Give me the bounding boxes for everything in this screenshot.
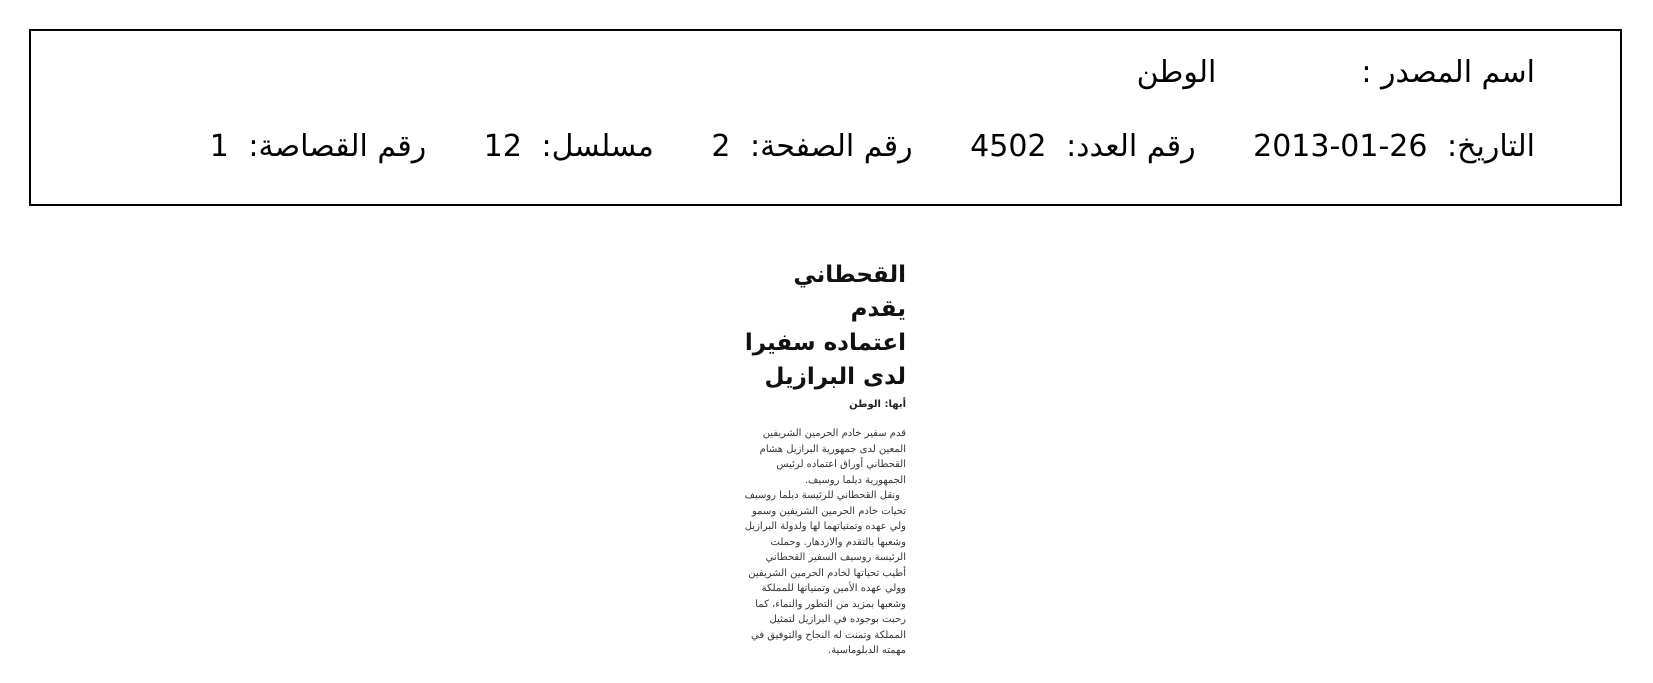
serial-value: 12: [483, 129, 522, 164]
date-field: [1253, 129, 1535, 165]
issue-value: 4502: [970, 129, 1047, 164]
date-value: 2013-01-26: [1253, 129, 1428, 164]
page-label: رقم الصفحة:: [750, 129, 913, 164]
source-label: اسم المصدر :: [1361, 55, 1535, 90]
clip-number-label: رقم القصاصة:: [248, 129, 427, 164]
article-headline: [740, 258, 906, 394]
headline-line: القحطاني يقدم: [793, 262, 906, 322]
serial-label: مسلسل:: [541, 129, 654, 164]
page-value: 2: [711, 129, 731, 164]
headline-line: اعتماده سفيرا: [744, 330, 906, 356]
article-body: [740, 426, 906, 659]
details-row: [210, 129, 1535, 165]
date-label: التاريخ:: [1447, 129, 1535, 164]
clip-number-field: [210, 129, 426, 165]
news-clipping: [740, 258, 906, 659]
issue-field: [970, 129, 1195, 165]
article-byline: أبها: الوطن: [849, 399, 906, 410]
metadata-header-box: [29, 29, 1622, 206]
page-field: [711, 129, 912, 165]
article-paragraph: قدم سفير خادم الحرمين الشريفين المعين لدى جمهورية البرازيل هشام القحطاني أوراق اعتماده لرئيس الجمهورية ديلما روسيف.: [759, 428, 906, 486]
issue-label: رقم العدد:: [1066, 129, 1196, 164]
article-paragraph: ونقل القحطاني للرئيسة ديلما روسيف تحيات خادم الحرمين الشريفين وسمو ولي عهده وتمنياتهما لها ولدولة البرازيل وشعبها بالتقدم والازدهار. وحملت الرئيسة روسيف السفير القحطاني أطيب تحياتها لخادم الحرمين الشريفين وولي عهده الأمين وتمنياتها للمملكة وشعبها بمزيد من التطور والنماء، كما رحبت بوجوده في البرازيل لتمثيل المملكة وتمنت له النجاح والتوفيق في مهمته الدبلوماسية.: [744, 490, 906, 656]
clip-number-value: 1: [209, 129, 229, 164]
serial-field: [484, 129, 654, 165]
headline-line: لدى البرازيل: [764, 364, 906, 390]
source-value: الوطن: [1136, 55, 1217, 90]
source-row: [1137, 55, 1535, 91]
